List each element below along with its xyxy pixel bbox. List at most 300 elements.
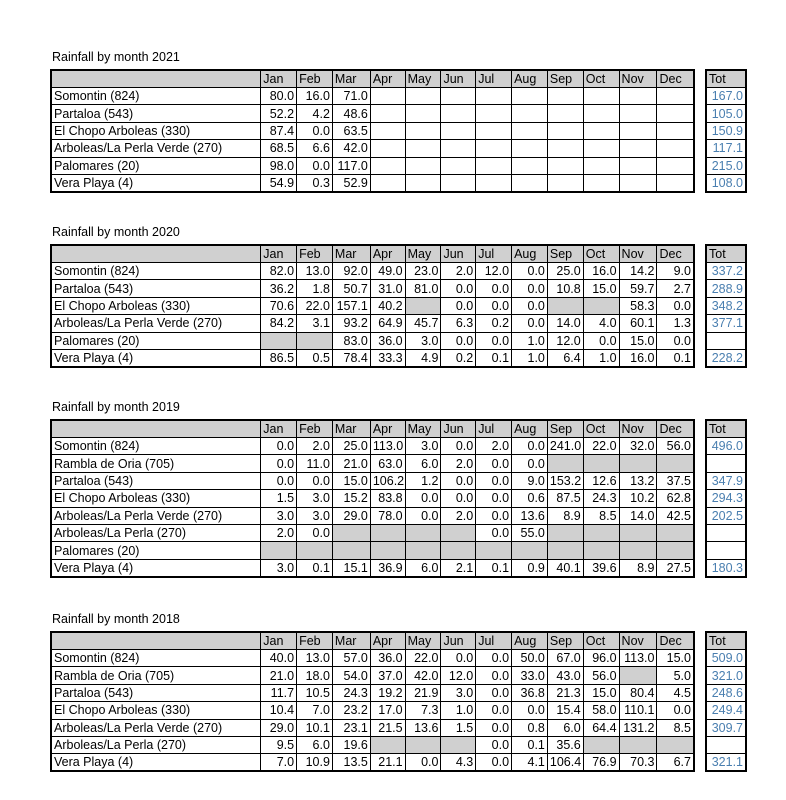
rainfall-value: 2.1 bbox=[441, 559, 476, 577]
total-row bbox=[706, 438, 746, 455]
rainfall-value: 0.0 bbox=[512, 315, 548, 332]
month-header: Dec bbox=[657, 245, 694, 263]
rainfall-value: 13.6 bbox=[512, 507, 548, 524]
section-title: Rainfall by month 2018 bbox=[52, 612, 180, 626]
rainfall-value: 13.0 bbox=[297, 263, 333, 280]
rainfall-value: 131.2 bbox=[619, 719, 657, 736]
rainfall-value: 36.0 bbox=[370, 650, 405, 667]
rainfall-value bbox=[405, 157, 441, 174]
header-blank-cell bbox=[51, 245, 261, 263]
month-header: Nov bbox=[619, 420, 657, 438]
month-header: Dec bbox=[657, 420, 694, 438]
rainfall-value: 87.5 bbox=[547, 490, 583, 507]
rainfall-value bbox=[476, 105, 512, 122]
rainfall-value bbox=[332, 542, 370, 559]
total-header: Tot bbox=[706, 420, 746, 438]
rainfall-value: 83.8 bbox=[370, 490, 405, 507]
total-row bbox=[706, 174, 746, 192]
rainfall-value: 21.0 bbox=[261, 667, 297, 684]
rainfall-value bbox=[657, 105, 694, 122]
rainfall-value bbox=[583, 140, 619, 157]
table-row bbox=[51, 140, 694, 157]
rainfall-value: 24.3 bbox=[583, 490, 619, 507]
rainfall-value: 106.4 bbox=[547, 754, 583, 772]
rainfall-value: 58.3 bbox=[619, 297, 657, 314]
month-header: Aug bbox=[512, 632, 548, 650]
total-value: 117.1 bbox=[706, 140, 746, 157]
rainfall-value: 22.0 bbox=[583, 438, 619, 455]
rainfall-value: 4.0 bbox=[583, 315, 619, 332]
rainfall-value: 1.5 bbox=[441, 719, 476, 736]
total-row bbox=[706, 719, 746, 736]
total-header-row bbox=[706, 632, 746, 650]
rainfall-value: 1.5 bbox=[261, 490, 297, 507]
month-header: Mar bbox=[332, 245, 370, 263]
rainfall-value: 15.4 bbox=[547, 702, 583, 719]
total-value: 496.0 bbox=[706, 438, 746, 455]
rainfall-value: 0.0 bbox=[476, 455, 512, 472]
rainfall-value: 15.0 bbox=[332, 472, 370, 489]
total-header: Tot bbox=[706, 632, 746, 650]
rainfall-value: 7.0 bbox=[261, 754, 297, 772]
table-row bbox=[51, 507, 694, 524]
rainfall-value: 0.0 bbox=[476, 280, 512, 297]
rainfall-value bbox=[583, 174, 619, 192]
rainfall-value: 82.0 bbox=[261, 263, 297, 280]
rainfall-table bbox=[50, 244, 695, 368]
month-header: Oct bbox=[583, 632, 619, 650]
rainfall-value: 0.0 bbox=[441, 297, 476, 314]
rainfall-value bbox=[547, 297, 583, 314]
month-header: Oct bbox=[583, 420, 619, 438]
rainfall-value: 98.0 bbox=[261, 157, 297, 174]
rainfall-value bbox=[261, 542, 297, 559]
rainfall-value: 68.5 bbox=[261, 140, 297, 157]
month-header: Jan bbox=[261, 245, 297, 263]
table-row bbox=[51, 297, 694, 314]
total-value bbox=[706, 455, 746, 472]
rainfall-table bbox=[50, 69, 695, 193]
rainfall-value bbox=[583, 542, 619, 559]
total-value: 108.0 bbox=[706, 174, 746, 192]
rainfall-value: 29.0 bbox=[261, 719, 297, 736]
total-header-row bbox=[706, 70, 746, 88]
rainfall-value: 1.0 bbox=[441, 702, 476, 719]
rainfall-value bbox=[405, 174, 441, 192]
rainfall-value bbox=[405, 140, 441, 157]
rainfall-value: 2.0 bbox=[441, 507, 476, 524]
rainfall-value: 0.0 bbox=[476, 332, 512, 349]
rainfall-value: 0.0 bbox=[297, 524, 333, 541]
rainfall-value bbox=[512, 174, 548, 192]
rainfall-value bbox=[441, 88, 476, 105]
rainfall-value: 42.5 bbox=[657, 507, 694, 524]
rainfall-value: 1.0 bbox=[583, 349, 619, 367]
rainfall-value: 63.0 bbox=[370, 455, 405, 472]
month-header: Apr bbox=[370, 632, 405, 650]
table-row bbox=[51, 105, 694, 122]
month-header: Jun bbox=[441, 245, 476, 263]
rainfall-value: 76.9 bbox=[583, 754, 619, 772]
rainfall-value: 23.1 bbox=[332, 719, 370, 736]
rainfall-value: 0.1 bbox=[476, 349, 512, 367]
rainfall-value bbox=[476, 140, 512, 157]
rainfall-value: 36.0 bbox=[370, 332, 405, 349]
total-row bbox=[706, 105, 746, 122]
month-header: Oct bbox=[583, 245, 619, 263]
total-value: 377.1 bbox=[706, 315, 746, 332]
rainfall-value bbox=[512, 88, 548, 105]
total-row bbox=[706, 263, 746, 280]
rainfall-value bbox=[583, 524, 619, 541]
rainfall-value: 7.0 bbox=[297, 702, 333, 719]
rainfall-value bbox=[657, 455, 694, 472]
month-header: Apr bbox=[370, 420, 405, 438]
rainfall-value: 0.0 bbox=[476, 524, 512, 541]
rainfall-value: 70.6 bbox=[261, 297, 297, 314]
total-value: 309.7 bbox=[706, 719, 746, 736]
rainfall-value: 21.1 bbox=[370, 754, 405, 772]
total-row bbox=[706, 559, 746, 577]
rainfall-value: 0.0 bbox=[261, 472, 297, 489]
month-header: Apr bbox=[370, 70, 405, 88]
month-header: Apr bbox=[370, 245, 405, 263]
rainfall-value: 16.0 bbox=[583, 263, 619, 280]
rainfall-value: 13.5 bbox=[332, 754, 370, 772]
rainfall-value: 8.5 bbox=[583, 507, 619, 524]
station-name: Somontin (824) bbox=[51, 263, 261, 280]
rainfall-value: 29.0 bbox=[332, 507, 370, 524]
rainfall-value: 14.0 bbox=[547, 315, 583, 332]
total-value: 348.2 bbox=[706, 297, 746, 314]
rainfall-value: 0.0 bbox=[476, 650, 512, 667]
total-row bbox=[706, 88, 746, 105]
rainfall-value: 241.0 bbox=[547, 438, 583, 455]
station-name: El Chopo Arboleas (330) bbox=[51, 702, 261, 719]
rainfall-value: 92.0 bbox=[332, 263, 370, 280]
month-header: Mar bbox=[332, 70, 370, 88]
month-header: Jul bbox=[476, 70, 512, 88]
rainfall-value: 0.0 bbox=[476, 719, 512, 736]
station-name: Arboleas/La Perla Verde (270) bbox=[51, 507, 261, 524]
rainfall-value: 2.0 bbox=[261, 524, 297, 541]
rainfall-value bbox=[657, 174, 694, 192]
rainfall-value: 0.0 bbox=[657, 332, 694, 349]
rainfall-value: 37.0 bbox=[370, 667, 405, 684]
rainfall-value bbox=[405, 736, 441, 753]
month-header: Sep bbox=[547, 70, 583, 88]
rainfall-value: 21.9 bbox=[405, 684, 441, 701]
rainfall-value: 0.0 bbox=[405, 507, 441, 524]
total-value: 105.0 bbox=[706, 105, 746, 122]
table-row bbox=[51, 157, 694, 174]
rainfall-value bbox=[512, 122, 548, 139]
rainfall-value: 0.0 bbox=[476, 754, 512, 772]
station-name: Palomares (20) bbox=[51, 157, 261, 174]
rainfall-value bbox=[583, 297, 619, 314]
rainfall-value bbox=[512, 157, 548, 174]
rainfall-value: 1.0 bbox=[512, 349, 548, 367]
header-blank-cell bbox=[51, 420, 261, 438]
header-row bbox=[51, 245, 694, 263]
rainfall-value: 21.3 bbox=[547, 684, 583, 701]
rainfall-value: 3.1 bbox=[297, 315, 333, 332]
month-header: Jun bbox=[441, 632, 476, 650]
table-row bbox=[51, 122, 694, 139]
rainfall-value: 0.0 bbox=[657, 702, 694, 719]
total-value bbox=[706, 524, 746, 541]
rainfall-value: 15.0 bbox=[583, 684, 619, 701]
rainfall-value: 0.0 bbox=[476, 507, 512, 524]
rainfall-value: 0.0 bbox=[512, 455, 548, 472]
total-value bbox=[706, 736, 746, 753]
rainfall-value: 0.0 bbox=[441, 332, 476, 349]
header-blank-cell bbox=[51, 632, 261, 650]
total-value: 509.0 bbox=[706, 650, 746, 667]
rainfall-value bbox=[619, 736, 657, 753]
rainfall-value bbox=[583, 122, 619, 139]
rainfall-value bbox=[547, 88, 583, 105]
rainfall-value: 4.3 bbox=[441, 754, 476, 772]
rainfall-value bbox=[657, 524, 694, 541]
table-row bbox=[51, 174, 694, 192]
total-value: 321.1 bbox=[706, 754, 746, 772]
total-row bbox=[706, 684, 746, 701]
rainfall-value: 23.0 bbox=[405, 263, 441, 280]
rainfall-value: 22.0 bbox=[405, 650, 441, 667]
rainfall-value: 55.0 bbox=[512, 524, 548, 541]
rainfall-value: 6.4 bbox=[547, 349, 583, 367]
rainfall-value: 2.0 bbox=[297, 438, 333, 455]
rainfall-value: 70.3 bbox=[619, 754, 657, 772]
total-value bbox=[706, 332, 746, 349]
month-header: May bbox=[405, 70, 441, 88]
rainfall-value bbox=[441, 140, 476, 157]
station-name: El Chopo Arboleas (330) bbox=[51, 297, 261, 314]
rainfall-value: 0.0 bbox=[297, 472, 333, 489]
rainfall-value bbox=[441, 157, 476, 174]
rainfall-value: 25.0 bbox=[332, 438, 370, 455]
rainfall-value: 63.5 bbox=[332, 122, 370, 139]
rainfall-value bbox=[619, 174, 657, 192]
rainfall-value: 3.0 bbox=[405, 332, 441, 349]
rainfall-value: 0.0 bbox=[405, 490, 441, 507]
rainfall-value: 40.1 bbox=[547, 559, 583, 577]
header-row bbox=[51, 632, 694, 650]
rainfall-value bbox=[657, 88, 694, 105]
month-header: Dec bbox=[657, 632, 694, 650]
rainfall-value: 0.0 bbox=[441, 280, 476, 297]
rainfall-value bbox=[476, 542, 512, 559]
table-row bbox=[51, 349, 694, 367]
rainfall-value: 50.0 bbox=[512, 650, 548, 667]
month-header: Sep bbox=[547, 632, 583, 650]
rainfall-value: 83.0 bbox=[332, 332, 370, 349]
rainfall-value: 2.0 bbox=[441, 455, 476, 472]
rainfall-value: 10.1 bbox=[297, 719, 333, 736]
rainfall-value: 12.6 bbox=[583, 472, 619, 489]
rainfall-value: 8.9 bbox=[547, 507, 583, 524]
rainfall-value: 11.0 bbox=[297, 455, 333, 472]
rainfall-value: 6.0 bbox=[405, 559, 441, 577]
table-row bbox=[51, 524, 694, 541]
rainfall-value bbox=[441, 542, 476, 559]
rainfall-value: 0.0 bbox=[476, 736, 512, 753]
station-name: El Chopo Arboleas (330) bbox=[51, 122, 261, 139]
rainfall-value: 0.9 bbox=[512, 559, 548, 577]
rainfall-value: 52.2 bbox=[261, 105, 297, 122]
total-row bbox=[706, 455, 746, 472]
rainfall-value bbox=[619, 524, 657, 541]
table-row bbox=[51, 559, 694, 577]
rainfall-value: 17.0 bbox=[370, 702, 405, 719]
station-name: Partaloa (543) bbox=[51, 684, 261, 701]
rainfall-value: 106.2 bbox=[370, 472, 405, 489]
rainfall-value bbox=[547, 157, 583, 174]
rainfall-value: 0.0 bbox=[476, 667, 512, 684]
rainfall-value: 93.2 bbox=[332, 315, 370, 332]
rainfall-value: 19.6 bbox=[332, 736, 370, 753]
rainfall-value: 32.0 bbox=[619, 438, 657, 455]
rainfall-value: 4.1 bbox=[512, 754, 548, 772]
rainfall-table bbox=[50, 419, 695, 578]
rainfall-value: 6.0 bbox=[297, 736, 333, 753]
rainfall-value: 2.0 bbox=[476, 438, 512, 455]
rainfall-value: 42.0 bbox=[332, 140, 370, 157]
total-value: 337.2 bbox=[706, 263, 746, 280]
table-row bbox=[51, 263, 694, 280]
rainfall-value: 0.1 bbox=[657, 349, 694, 367]
rainfall-value bbox=[405, 122, 441, 139]
rainfall-value: 6.3 bbox=[441, 315, 476, 332]
rainfall-value bbox=[441, 524, 476, 541]
total-row bbox=[706, 702, 746, 719]
rainfall-value: 2.0 bbox=[441, 263, 476, 280]
rainfall-value: 60.1 bbox=[619, 315, 657, 332]
rainfall-value: 59.7 bbox=[619, 280, 657, 297]
rainfall-value: 49.0 bbox=[370, 263, 405, 280]
rainfall-value bbox=[405, 297, 441, 314]
rainfall-value: 12.0 bbox=[547, 332, 583, 349]
rainfall-value: 10.9 bbox=[297, 754, 333, 772]
rainfall-value: 35.6 bbox=[547, 736, 583, 753]
rainfall-value: 54.0 bbox=[332, 667, 370, 684]
rainfall-value: 87.4 bbox=[261, 122, 297, 139]
rainfall-value bbox=[619, 157, 657, 174]
total-row bbox=[706, 122, 746, 139]
rainfall-value: 40.2 bbox=[370, 297, 405, 314]
rainfall-value: 8.5 bbox=[657, 719, 694, 736]
rainfall-value: 0.0 bbox=[512, 438, 548, 455]
rainfall-value bbox=[261, 332, 297, 349]
month-header: Aug bbox=[512, 245, 548, 263]
month-header: Mar bbox=[332, 632, 370, 650]
rainfall-value: 36.2 bbox=[261, 280, 297, 297]
month-header: Feb bbox=[297, 70, 333, 88]
rainfall-value: 0.3 bbox=[297, 174, 333, 192]
rainfall-value: 84.2 bbox=[261, 315, 297, 332]
rainfall-value: 3.0 bbox=[261, 559, 297, 577]
rainfall-value bbox=[332, 524, 370, 541]
rainfall-value: 1.8 bbox=[297, 280, 333, 297]
rainfall-value: 0.0 bbox=[405, 754, 441, 772]
rainfall-value: 0.2 bbox=[476, 315, 512, 332]
table-row bbox=[51, 542, 694, 559]
rainfall-value bbox=[657, 157, 694, 174]
total-row bbox=[706, 297, 746, 314]
table-row bbox=[51, 88, 694, 105]
station-name: Palomares (20) bbox=[51, 542, 261, 559]
rainfall-value: 0.5 bbox=[297, 349, 333, 367]
total-value: 294.3 bbox=[706, 490, 746, 507]
rainfall-value: 33.3 bbox=[370, 349, 405, 367]
rainfall-value: 0.0 bbox=[476, 472, 512, 489]
rainfall-value: 10.2 bbox=[619, 490, 657, 507]
rainfall-value: 0.0 bbox=[441, 650, 476, 667]
rainfall-value: 0.1 bbox=[297, 559, 333, 577]
rainfall-value: 50.7 bbox=[332, 280, 370, 297]
total-value: 202.5 bbox=[706, 507, 746, 524]
rainfall-value: 8.9 bbox=[619, 559, 657, 577]
rainfall-value: 14.0 bbox=[619, 507, 657, 524]
rainfall-value bbox=[619, 105, 657, 122]
rainfall-value: 36.8 bbox=[512, 684, 548, 701]
rainfall-value: 71.0 bbox=[332, 88, 370, 105]
month-header: Feb bbox=[297, 632, 333, 650]
total-row bbox=[706, 490, 746, 507]
rainfall-value: 153.2 bbox=[547, 472, 583, 489]
section-title: Rainfall by month 2021 bbox=[52, 50, 180, 64]
rainfall-value bbox=[619, 88, 657, 105]
total-value: 180.3 bbox=[706, 559, 746, 577]
month-header: Jul bbox=[476, 245, 512, 263]
table-row bbox=[51, 438, 694, 455]
rainfall-value: 4.2 bbox=[297, 105, 333, 122]
rainfall-value bbox=[547, 542, 583, 559]
rainfall-value bbox=[619, 667, 657, 684]
rainfall-value: 78.4 bbox=[332, 349, 370, 367]
rainfall-value: 0.0 bbox=[261, 455, 297, 472]
rainfall-value bbox=[370, 105, 405, 122]
total-value: 249.4 bbox=[706, 702, 746, 719]
station-name: Vera Playa (4) bbox=[51, 349, 261, 367]
rainfall-value bbox=[370, 542, 405, 559]
rainfall-value: 1.0 bbox=[512, 332, 548, 349]
month-header: Sep bbox=[547, 420, 583, 438]
rainfall-value: 6.0 bbox=[547, 719, 583, 736]
rainfall-value: 113.0 bbox=[370, 438, 405, 455]
rainfall-value bbox=[370, 157, 405, 174]
rainfall-value: 10.4 bbox=[261, 702, 297, 719]
rainfall-value: 40.0 bbox=[261, 650, 297, 667]
rainfall-value: 45.7 bbox=[405, 315, 441, 332]
rainfall-value bbox=[547, 122, 583, 139]
station-name: Palomares (20) bbox=[51, 332, 261, 349]
station-name: Partaloa (543) bbox=[51, 105, 261, 122]
rainfall-value: 3.0 bbox=[405, 438, 441, 455]
month-header: Jan bbox=[261, 420, 297, 438]
rainfall-value: 24.3 bbox=[332, 684, 370, 701]
rainfall-value: 27.5 bbox=[657, 559, 694, 577]
total-row bbox=[706, 157, 746, 174]
rainfall-value: 0.0 bbox=[512, 297, 548, 314]
total-value: 167.0 bbox=[706, 88, 746, 105]
rainfall-value: 0.0 bbox=[441, 472, 476, 489]
rainfall-value: 10.5 bbox=[297, 684, 333, 701]
rainfall-value bbox=[512, 105, 548, 122]
rainfall-value bbox=[547, 105, 583, 122]
rainfall-value bbox=[547, 140, 583, 157]
